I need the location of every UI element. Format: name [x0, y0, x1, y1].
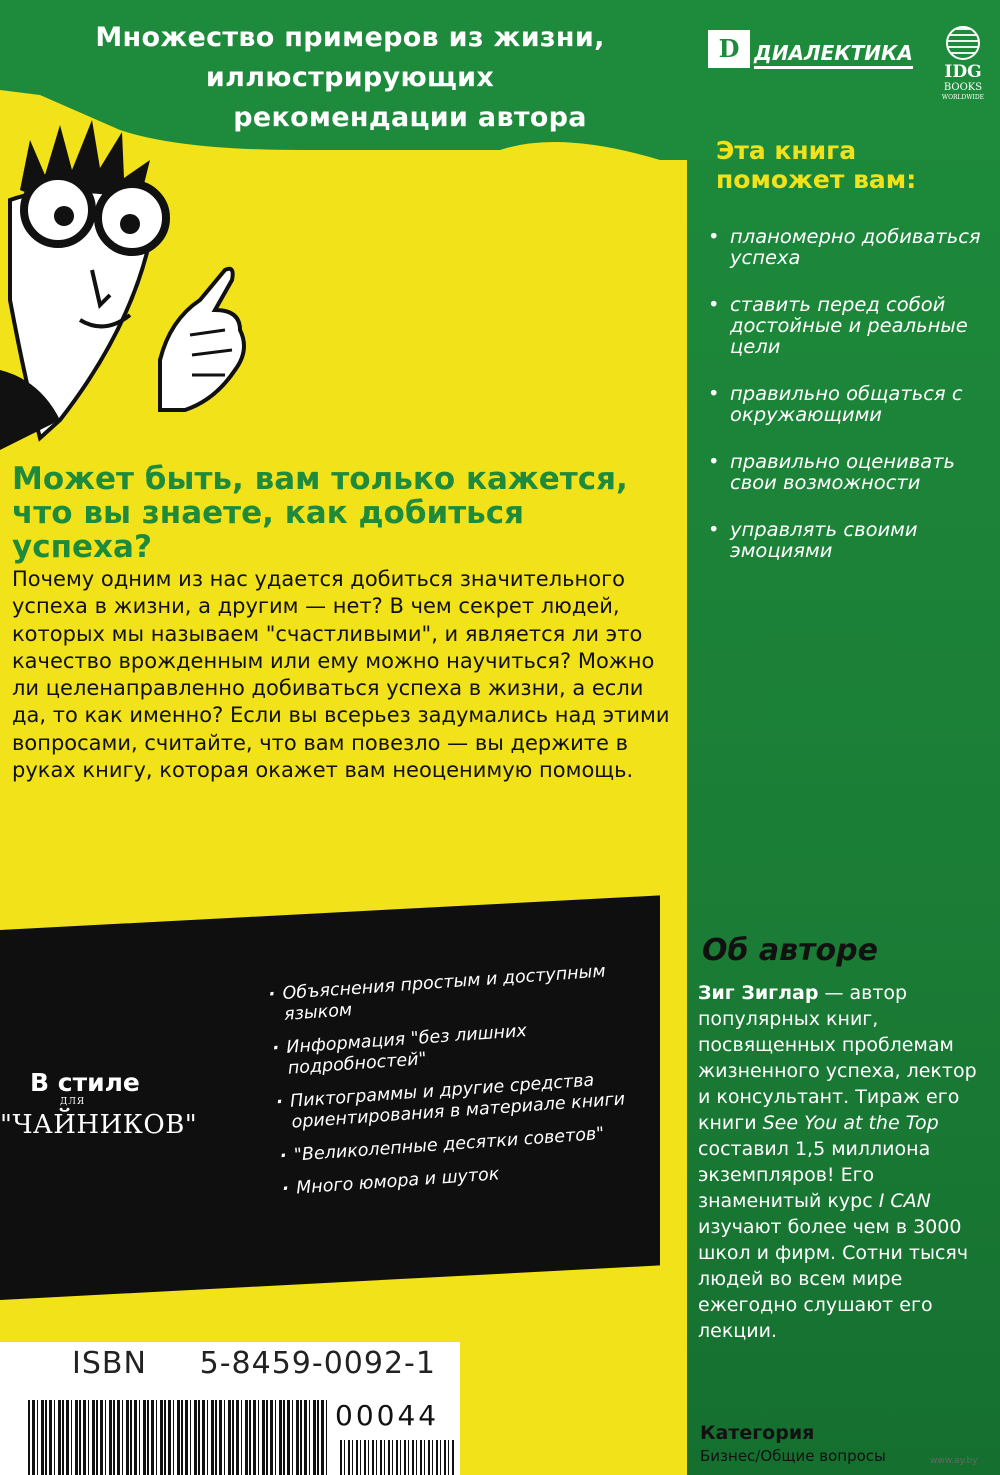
price-barcode — [340, 1440, 455, 1475]
publisher-mark: D — [708, 30, 750, 68]
about-paragraph — [698, 980, 994, 1344]
about-text-1: — автор популярных книг, посвященных проблемам жизненного успеха, лектор и консультант. Тираж его книги — [698, 982, 977, 1134]
book-title-2: I CAN — [878, 1190, 931, 1212]
price-code: 00044 — [335, 1399, 440, 1432]
tagline-line-2: иллюстрирующих — [205, 62, 495, 93]
idg-logo — [936, 26, 990, 116]
body-paragraph: Почему одним из нас удается добиться значительного успеха в жизни, а другим — нет? В чем секрет людей, которых мы называем "счастливыми", и является ли это качество врожденным или ему можно научиться? Можно ли целенаправленно добиваться успеха в жизни, а если да, то как именно? Если вы всерьез задумались над этими вопросами, считайте, что вам повезло — вы держите в руках книгу, которая окажет вам неоценимую помощь. — [12, 567, 670, 783]
list-item: · Информация "без лишних подробностей" — [272, 1012, 654, 1080]
help-title-line-1: Эта книга — [716, 136, 857, 165]
list-item: • управлять своими эмоциями — [704, 519, 994, 561]
list-item: · Пиктограммы и другие средства ориентирования в материале книги — [276, 1066, 658, 1134]
list-item: · Объяснения простым и доступным языком — [268, 958, 650, 1026]
publisher-logo — [708, 30, 913, 68]
author-name: Зиг Зиглар — [698, 982, 819, 1004]
about-title: Об авторе — [702, 933, 878, 968]
barcode — [28, 1400, 328, 1475]
isbn-label: ISBN — [72, 1346, 147, 1381]
dummies-brand-small: ДЛЯ — [60, 1097, 86, 1107]
globe-icon — [946, 26, 980, 60]
watermark: www.ay.by — [930, 1456, 978, 1466]
help-title-line-2: поможет вам: — [716, 165, 917, 194]
dummies-brand — [0, 1097, 198, 1140]
list-item: • ставить перед собой достойные и реальные цели — [704, 294, 994, 357]
list-item: • правильно общаться с окружающими — [704, 383, 994, 425]
idg-line-2: BOOKS — [943, 82, 983, 93]
isbn-number: 5-8459-0092-1 — [199, 1346, 436, 1381]
category-title: Категория — [700, 1422, 815, 1444]
idg-line-1: IDG — [944, 62, 982, 82]
headline: Может быть, вам только кажется, что вы знаете, как добиться успеха? — [12, 461, 628, 565]
book-title-1: See You at the Top — [762, 1112, 939, 1134]
list-item: • правильно оценивать свои возможности — [704, 451, 994, 493]
help-list — [704, 226, 994, 587]
publisher-name: ДИАЛЕКТИКА — [754, 40, 913, 69]
category-value: Бизнес/Общие вопросы — [700, 1447, 886, 1465]
dummies-brand-text: "ЧАЙНИКОВ" — [0, 1110, 198, 1140]
help-title — [716, 136, 916, 194]
list-item: · Много юмора и шуток — [282, 1153, 663, 1200]
idg-line-3: WORLDWIDE — [941, 94, 985, 101]
list-item: • планомерно добиваться успеха — [704, 226, 994, 268]
tagline-line-1: Множество примеров из жизни, — [95, 22, 605, 53]
style-label: В стиле — [30, 1068, 140, 1097]
about-text-3: изучают более чем в 3000 школ и фирм. Сотни тысяч людей во всем мире ежегодно слушают его лекции. — [698, 1216, 969, 1342]
style-feature-list — [268, 958, 663, 1212]
tagline-line-3: рекомендации автора — [233, 102, 587, 133]
isbn-text — [72, 1346, 436, 1382]
about-text-2: составил 1,5 миллиона экземпляров! Его знаменитый курс — [698, 1138, 931, 1212]
list-item: · "Великолепные десятки советов" — [279, 1120, 660, 1167]
dummies-man-illustration — [0, 120, 300, 450]
